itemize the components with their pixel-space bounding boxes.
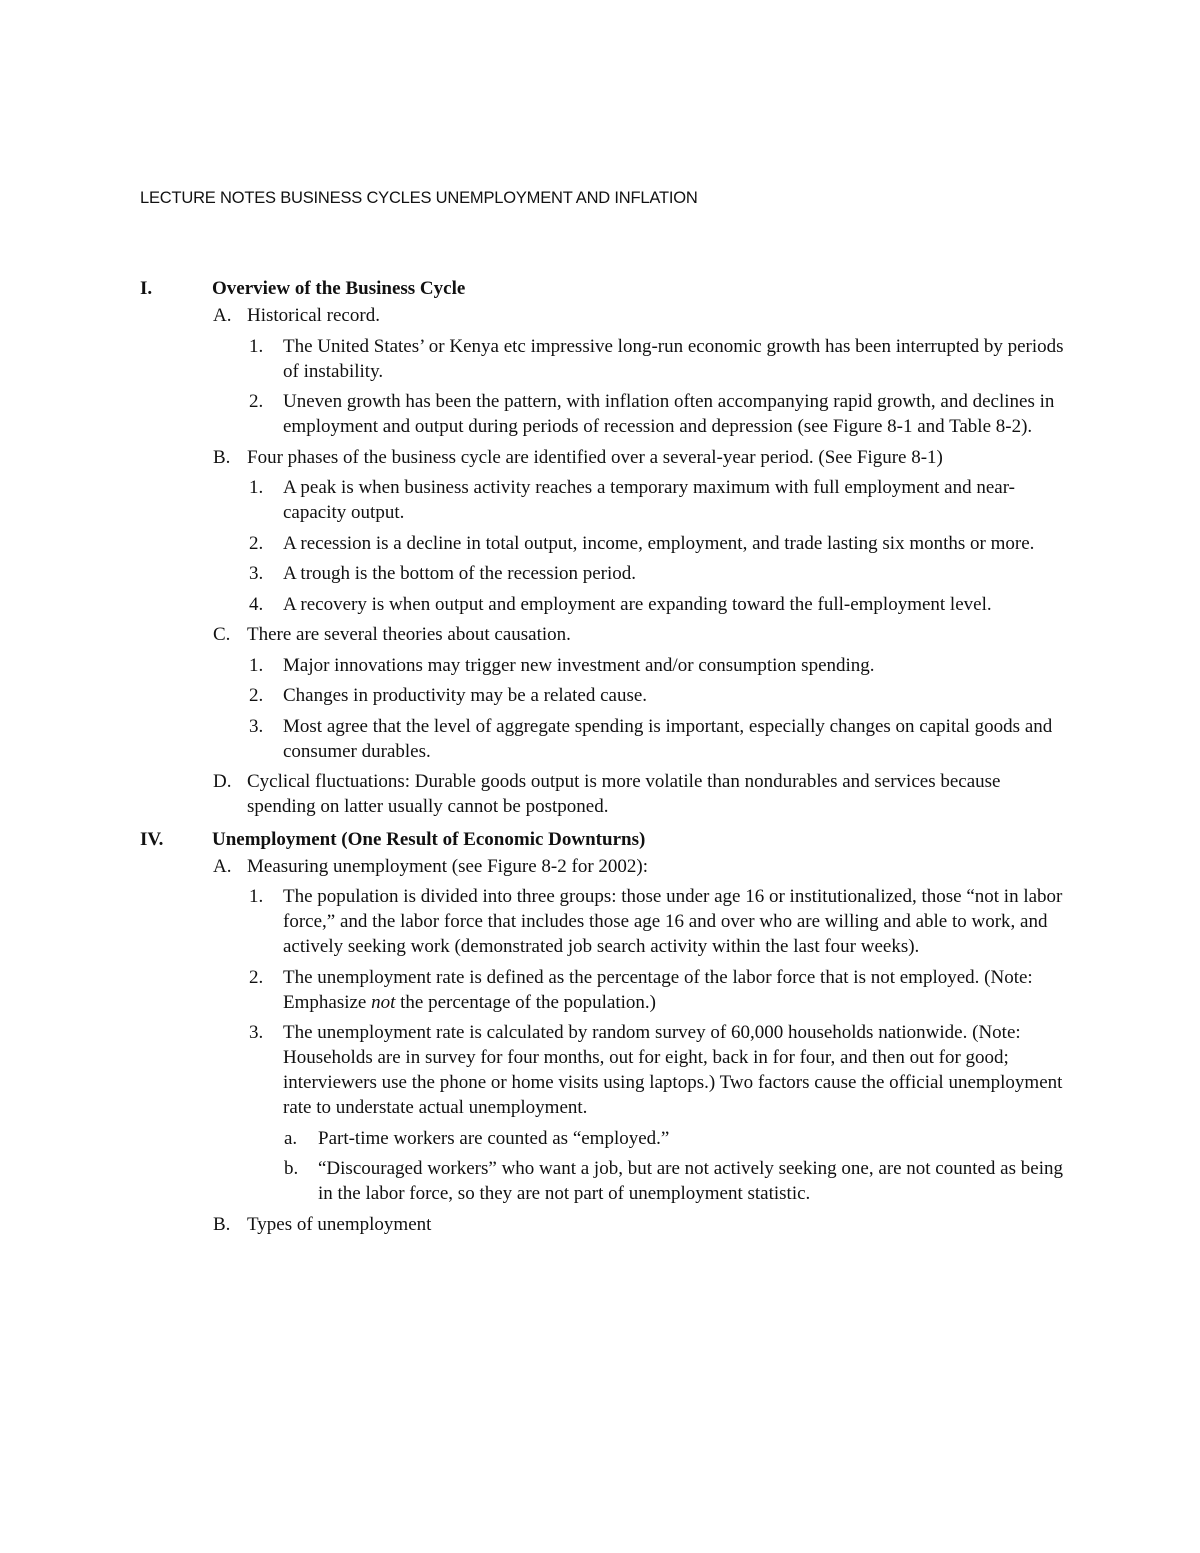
outline-marker: C. bbox=[213, 624, 231, 645]
outline-subitem bbox=[249, 965, 1073, 1015]
outline-marker: 3. bbox=[249, 715, 264, 737]
outline-item bbox=[213, 854, 1067, 879]
outline-marker: 2. bbox=[249, 391, 264, 412]
outline-subitem bbox=[249, 389, 1073, 439]
outline-marker: 3. bbox=[249, 563, 264, 584]
outline-marker: 1. bbox=[249, 477, 264, 498]
outline-marker: 1. bbox=[249, 654, 264, 676]
outline-subitem bbox=[249, 653, 1073, 678]
outline-subsubitem bbox=[284, 1126, 1068, 1151]
outline-item bbox=[213, 769, 1067, 819]
outline-marker: b. bbox=[284, 1158, 299, 1179]
outline-marker: 2. bbox=[249, 685, 264, 706]
outline-text: The United States’ or Kenya etc impressive long-run economic growth has been interrupted by periods of instability. bbox=[283, 335, 1064, 382]
section-title: Unemployment (One Result of Economic Downturns) bbox=[212, 828, 646, 850]
outline-marker: 1. bbox=[249, 335, 264, 357]
outline-marker: 4. bbox=[249, 593, 264, 615]
outline-text: Uneven growth has been the pattern, with inflation often accompanying rapid growth, and declines in employment and output during periods of recession and depression (see Figure 8-1 and Table 8-2). bbox=[283, 391, 1055, 437]
section-heading bbox=[0, 825, 1200, 854]
outline-marker: 2. bbox=[249, 966, 264, 988]
outline-marker: B. bbox=[213, 1213, 231, 1235]
outline-item bbox=[213, 622, 1067, 647]
outline-subitem bbox=[249, 475, 1073, 525]
outline-subitem bbox=[249, 714, 1073, 764]
outline-text: Historical record. bbox=[247, 305, 380, 326]
outline-text: Four phases of the business cycle are identified over a several-year period. (See Figure 8-1) bbox=[247, 446, 943, 468]
outline-text: Cyclical fluctuations: Durable goods output is more volatile than nondurables and services because spending on latter usually cannot be postponed. bbox=[247, 771, 1001, 817]
outline-subitem bbox=[249, 531, 1073, 556]
outline-item bbox=[213, 445, 1067, 470]
section-title: Overview of the Business Cycle bbox=[212, 278, 466, 299]
outline-item bbox=[213, 1212, 1067, 1237]
document-title: LECTURE NOTES BUSINESS CYCLES UNEMPLOYMENT AND INFLATION bbox=[140, 189, 698, 207]
outline-subitem bbox=[249, 592, 1073, 617]
outline-text: Measuring unemployment (see Figure 8-2 for 2002): bbox=[247, 855, 649, 877]
outline-text: The unemployment rate is calculated by random survey of 60,000 households nationwide. (Note: Households are in survey for four months, out for eight, back in for four, and then out for good; interviewers use the phone or home visits using laptops.) Two factors cause the official unemployment rate to understate actual unemployment. bbox=[283, 1022, 1063, 1118]
outline-text: A recovery is when output and employment are expanding toward the full-employment level. bbox=[283, 593, 992, 615]
document-body bbox=[0, 274, 1200, 1242]
outline-text: A recession is a decline in total output, income, employment, and trade lasting six months or more. bbox=[283, 532, 1035, 554]
outline-subitem bbox=[249, 334, 1073, 384]
outline-text: A peak is when business activity reaches a temporary maximum with full employment and near-capacity output. bbox=[283, 477, 1015, 523]
section-number: I. bbox=[140, 278, 153, 299]
outline-marker: B. bbox=[213, 446, 231, 468]
outline-marker: 3. bbox=[249, 1022, 264, 1043]
outline-text bbox=[283, 967, 1033, 1013]
emphasis-text: not bbox=[371, 991, 396, 1013]
text-segment: the percentage of the population.) bbox=[395, 991, 657, 1013]
outline-text: Part-time workers are counted as “employed.” bbox=[318, 1127, 670, 1149]
outline-text: “Discouraged workers” who want a job, but are not actively seeking one, are not counted as being in the labor force, so they are not part of unemployment statistic. bbox=[318, 1158, 1063, 1204]
outline-subsubitem bbox=[284, 1156, 1068, 1206]
outline-text: Most agree that the level of aggregate spending is important, especially changes on capital goods and consumer durables. bbox=[283, 715, 1053, 762]
outline-text: There are several theories about causation. bbox=[247, 624, 571, 645]
outline-text: The population is divided into three groups: those under age 16 or institutionalized, those “not in labor force,” and the labor force that includes those age 16 and over who are willing and able to work, and actively seeking work (demonstrated job search activity within the last four weeks). bbox=[283, 886, 1063, 957]
outline-marker: a. bbox=[284, 1127, 298, 1149]
outline-text: Changes in productivity may be a related cause. bbox=[283, 685, 648, 706]
outline-subitem bbox=[249, 1020, 1073, 1120]
outline-subitem bbox=[249, 884, 1073, 959]
outline-marker: 1. bbox=[249, 886, 264, 907]
text-segment: The unemployment rate is defined as the percentage of the labor force that is not employed. (Note: Emphasize bbox=[283, 966, 1033, 1013]
outline-subitem bbox=[249, 683, 1073, 708]
outline-subitem bbox=[249, 561, 1073, 586]
outline-marker: D. bbox=[213, 771, 232, 792]
outline-marker: A. bbox=[213, 305, 232, 326]
section-heading bbox=[0, 274, 1200, 303]
outline-text: Major innovations may trigger new investment and/or consumption spending. bbox=[283, 654, 875, 676]
outline-text: A trough is the bottom of the recession period. bbox=[283, 563, 637, 584]
outline-marker: A. bbox=[213, 855, 232, 877]
section-number: IV. bbox=[140, 828, 164, 850]
outline-marker: 2. bbox=[249, 532, 264, 554]
outline-item bbox=[213, 303, 1067, 328]
outline-text: Types of unemployment bbox=[247, 1213, 432, 1235]
